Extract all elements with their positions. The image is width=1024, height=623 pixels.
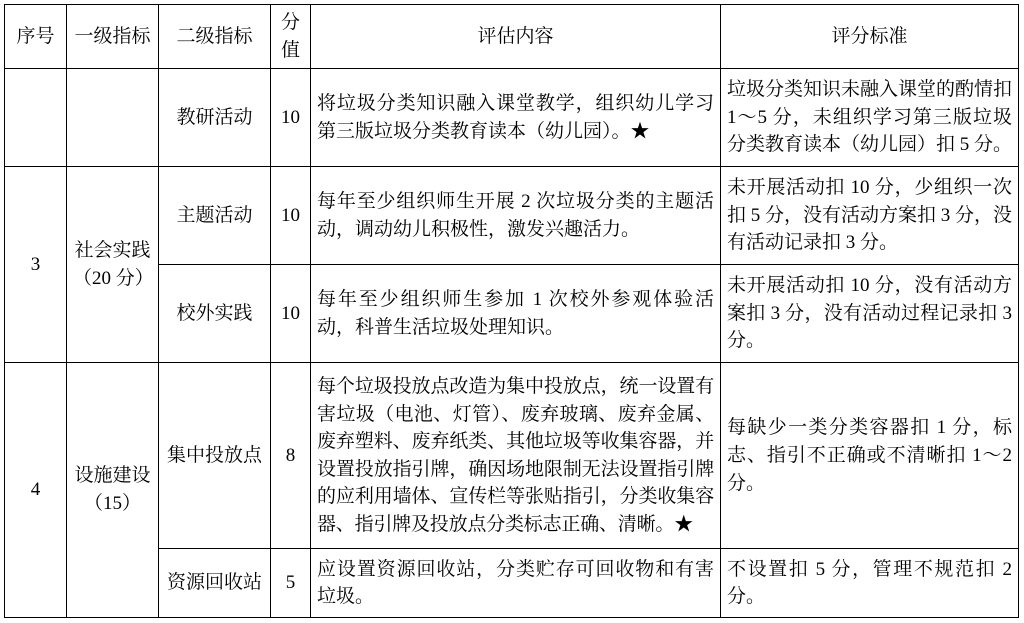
header-cell-score: 分值 — [271, 5, 311, 69]
cell-score-3: 10 — [271, 265, 311, 363]
cell-standard-2: 未开展活动扣 10 分，少组织一次扣 5 分，没有活动方案扣 3 分，没有活动记录扣 3 分。 — [721, 167, 1019, 265]
table-row — [5, 69, 1019, 167]
cell-level2-2: 主题活动 — [159, 167, 271, 265]
cell-level2-1: 教研活动 — [159, 69, 271, 167]
cell-standard-5: 不设置扣 5 分，管理不规范扣 2 分。 — [721, 549, 1019, 618]
cell-standard-4: 每缺少一类分类容器扣 1 分，标志、指引不正确或不清晰扣 1～2 分。 — [721, 363, 1019, 549]
table-row — [5, 363, 1019, 549]
cell-no-4: 4 — [5, 363, 67, 618]
header-cell-level1: 一级指标 — [67, 5, 159, 69]
cell-score-5: 5 — [271, 549, 311, 618]
cell-level1-1 — [67, 69, 159, 167]
cell-no-2: 3 — [5, 167, 67, 363]
cell-content-3: 每年至少组织师生参加 1 次校外参观体验活动，科普生活垃圾处理知识。 — [311, 265, 721, 363]
cell-level2-4: 集中投放点 — [159, 363, 271, 549]
cell-score-2: 10 — [271, 167, 311, 265]
cell-content-1: 将垃圾分类知识融入课堂教学，组织幼儿学习第三版垃圾分类教育读本（幼儿园）。★ — [311, 69, 721, 167]
cell-level2-5: 资源回收站 — [159, 549, 271, 618]
table-header — [5, 5, 1019, 69]
header-cell-no: 序号 — [5, 5, 67, 69]
header-cell-standard: 评分标准 — [721, 5, 1019, 69]
table-header-row — [5, 5, 1019, 69]
cell-score-4: 8 — [271, 363, 311, 549]
cell-level2-3: 校外实践 — [159, 265, 271, 363]
cell-content-5: 应设置资源回收站，分类贮存可回收物和有害垃圾。 — [311, 549, 721, 618]
cell-level1-2: 社会实践（20 分） — [67, 167, 159, 363]
table-body — [5, 69, 1019, 618]
cell-content-2: 每年至少组织师生开展 2 次垃圾分类的主题活动，调动幼儿积极性，激发兴趣活力。 — [311, 167, 721, 265]
header-cell-content: 评估内容 — [311, 5, 721, 69]
cell-content-4: 每个垃圾投放点改造为集中投放点，统一设置有害垃圾（电池、灯管）、废弃玻璃、废弃金属、废弃塑料、废弃纸类、其他垃圾等收集容器，并设置投放指引牌，确因场地限制无法设置指引牌的应利用墙体、宣传栏等张贴指引，分类收集容器、指引牌及投放点分类标志正确、清晰。★ — [311, 363, 721, 549]
cell-no-1 — [5, 69, 67, 167]
table-row — [5, 167, 1019, 265]
header-cell-level2: 二级指标 — [159, 5, 271, 69]
cell-standard-3: 未开展活动扣 10 分，没有活动方案扣 3 分，没有活动过程记录扣 3 分。 — [721, 265, 1019, 363]
cell-level1-4: 设施建设（15） — [67, 363, 159, 618]
cell-score-1: 10 — [271, 69, 311, 167]
assessment-table — [4, 4, 1019, 618]
cell-standard-1: 垃圾分类知识未融入课堂的酌情扣 1～5 分，未组织学习第三版垃圾分类教育读本（幼儿园）扣 5 分。 — [721, 69, 1019, 167]
